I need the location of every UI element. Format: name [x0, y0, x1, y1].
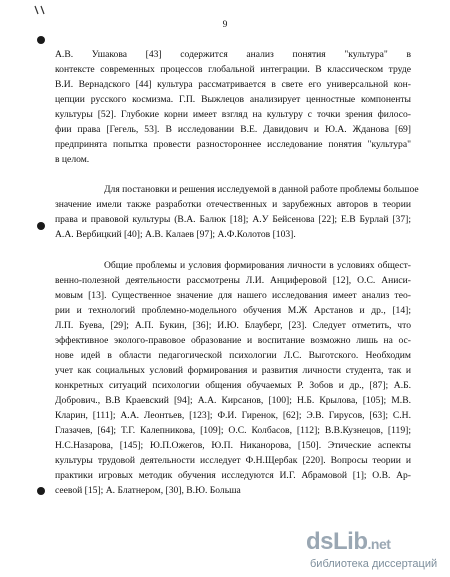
- text-line: рии и технологий проблемно-модельного обучения М.Ж Арстанов и др., [14];: [55, 305, 411, 316]
- text-line: культуры [52]. Глубокие корни имеет взгляд на культуру с точки зрения филосо-: [55, 109, 411, 120]
- text-line: конкретных ситуаций психологии общения обучаемых Р. Зобов и др., [87]; А.Б.: [55, 380, 411, 391]
- text-line: мовым [13]. Существенное значение для нашего исследования имеет анализ тео-: [55, 290, 411, 301]
- text-line: Глазачев, [64]; Т.Г. Калепникова, [109]; О.С. Колбасов, [112]; В.В.Кузнецов, [119];: [55, 425, 411, 436]
- text-line: практики игровых методик обучения исследуются И.Г. Абрамовой [1]; О.В. Ар-: [55, 470, 411, 481]
- text-line: венно-полезной деятельности рассмотрены Л.И. Анциферовой [12], О.С. Аниси-: [55, 275, 411, 286]
- text-line: эффективное эколого-правовое образование и воспитание возможно лишь на ос-: [55, 335, 411, 346]
- text-line: учет как социальных условий формирования и развития личности студента, так и: [55, 365, 411, 376]
- text-line: фии права [Гегель, 53]. В исследовании В.Е. Давидович и Ю.А. Жданова [69]: [55, 124, 411, 135]
- text-line: А.В. Ушакова [43] содержится анализ понятия "культура" в: [55, 49, 411, 60]
- watermark-logo-suffix: .net: [367, 536, 391, 552]
- text-line: в целом.: [55, 154, 90, 165]
- text-line: культуры трудовой деятельности исследует Ф.Н.Щербак [220]. Вопросы теории и: [55, 455, 411, 466]
- text-line: предпринята попытка провести разностороннее исследование понятия "культура": [55, 139, 411, 150]
- text-line: Добрович., В.В Краевский [94]; А.А. Кирсанов, [100]; Н.Б. Крылова, [105]; М.В.: [55, 395, 411, 406]
- text-line: контексте современных процессов глобальной интеграции. В классическом труде: [55, 64, 411, 75]
- text-line: нове идей в области педагогической психологии Л.С. Выготского. Необходим: [55, 350, 411, 361]
- text-line: значение имели также разработки отечественных и зарубежных авторов в теории: [55, 199, 411, 210]
- text-line: Н.С.Назарова, [145]; Ю.П.Ожегов, Ю.П. Никанорова, [150]. Этические аспекты: [55, 440, 411, 451]
- text-line: А.А. Вербицкий [40]; А.В. Калаев [97]; А.Ф.Колотов [103].: [55, 229, 296, 240]
- text-line: права и правовой культуры (В.А. Балюк [18]; А.У Бейсенова [22]; Е.В Бурлай [37];: [55, 214, 411, 225]
- punch-hole-bottom: [37, 487, 45, 495]
- text-line: Для постановки и решения исследуемой в данной работе проблемы большое: [104, 184, 419, 195]
- text-line: цепции русского космизма. Г.П. Выжлецов анализирует ценностные компоненты: [55, 94, 411, 105]
- watermark-subtitle: библиотека диссертаций: [310, 558, 438, 570]
- text-line: В.И. Вернадского [44] культура рассматривается в свете его универсальной кон-: [55, 79, 411, 90]
- text-line: Общие проблемы и условия формирования личности в условиях общест-: [104, 260, 411, 271]
- text-line: Л.П. Буева, [29]; А.П. Букин, [36]; И.Ю. Блауберг, [23]. Следует отметить, что: [55, 320, 411, 331]
- text-line: Кларин, [111]; А.А. Леонтьев, [123]; Ф.И. Гиренок, [62]; Э.В. Гирусов, [63]; С.Н.: [55, 410, 411, 421]
- page-number: 9: [222, 20, 228, 30]
- text-line: сеевой [15]; А. Блатнером, [30], В.Ю. Больша: [55, 485, 241, 496]
- corner-scan-mark: [34, 2, 48, 12]
- watermark-logo: [306, 528, 390, 556]
- watermark: [306, 528, 442, 572]
- watermark-logo-main: dsLib: [306, 528, 368, 555]
- punch-hole-top: [37, 36, 45, 44]
- punch-hole-middle: [37, 222, 45, 230]
